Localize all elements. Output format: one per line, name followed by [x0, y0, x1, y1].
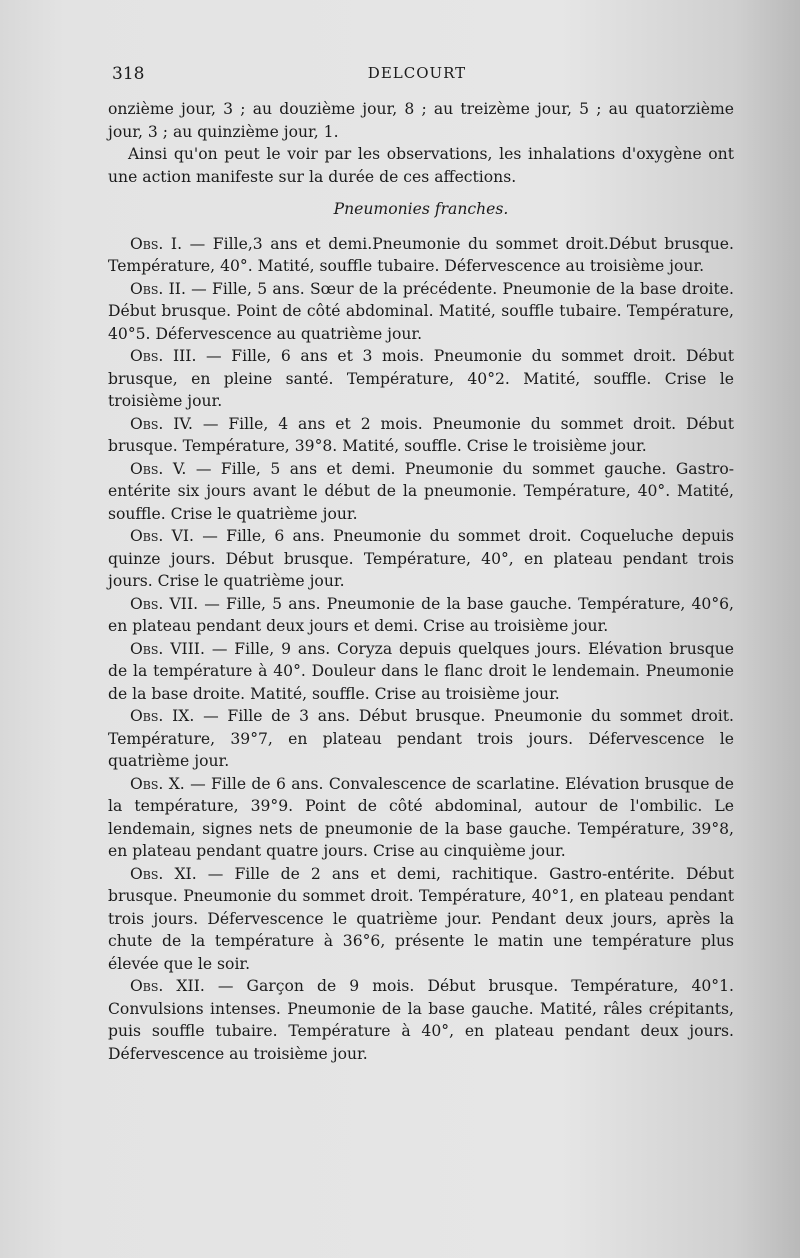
observation-label: Obs. V. [130, 459, 187, 478]
observation-text: — Fille, 9 ans. Coryza depuis quelques jours. Elévation brusque de la température à 40°. Douleur dans le flanc droit le lendemain. Pneumonie de la base droite. Matité, souffle. Crise au troisième jour. [108, 639, 735, 703]
observation-label: Obs. IV. [130, 414, 193, 433]
observation-label: Obs. VII. [130, 594, 199, 613]
observation-text: — Fille,3 ans et demi.Pneumonie du sommet droit.Début brusque. Température, 40°. Matité, souffle tubaire. Défervescence au troisième jour. [108, 234, 734, 275]
observation-text: — Fille, 5 ans. Sœur de la précédente. Pneumonie de la base droite. Début brusque. Point de côté abdominal. Matité, souffle tubaire. Température, 40°5. Défervescence au quatrième jour. [108, 279, 734, 343]
observation-text: — Fille, 5 ans. Pneumonie de la base gauche. Température, 40°6, en plateau pendant deux jours et demi. Crise au troisième jour. [108, 594, 734, 635]
observation-text: — Fille, 6 ans. Pneumonie du sommet droit. Coqueluche depuis quinze jours. Début brusque. Température, 40°, en plateau pendant trois jours. Crise le quatrième jour. [108, 527, 734, 590]
observation-6 [108, 525, 734, 593]
observation-8 [108, 638, 734, 706]
observation-label: Obs. III. [130, 347, 197, 365]
observation-text: — Fille de 6 ans. Convalescence de scarlatine. Elévation brusque de la température, 39°9. Point de côté abdominal, autour de l'ombilic. Le lendemain, signes nets de pneumonie de la base gauche. Température, 39°8, en plateau pendant quatre jours. Crise au cinquième jour. [108, 774, 734, 860]
observation-label: Obs. VI. [130, 527, 194, 545]
observation-text: — Fille de 2 ans et demi, rachitique. Gastro-entérite. Début brusque. Pneumonie du sommet droit. Température, 40°1, en plateau pendant trois jours. Défervescence le quatrième jour. Pendant deux jours, après la chute de la température à 36°6, présente le matin une température plus élevée que le soir. [108, 864, 734, 973]
observation-10 [108, 773, 734, 863]
section-title: Pneumonies franches. [333, 200, 509, 218]
observation-text: — Garçon de 9 mois. Début brusque. Température, 40°1. Convulsions intenses. Pneumonie de la base gauche. Matité, râles crépitants, puis souffle tubaire. Température à 40°, en plateau pendant deux jours. Défervescence au troisième jour. [108, 977, 734, 1063]
observation-9 [108, 705, 734, 773]
observation-label: Obs. XII. [130, 977, 205, 995]
observation-1 [108, 233, 734, 278]
observation-label: Obs. X. [130, 774, 185, 793]
observation-label: Obs. I. [130, 234, 183, 253]
observation-12 [108, 975, 734, 1065]
observation-label: Obs. II. [130, 279, 186, 298]
page-number: 318 [112, 64, 145, 84]
observation-3 [108, 345, 734, 413]
observation-2 [108, 278, 734, 346]
observation-text: — Fille de 3 ans. Début brusque. Pneumonie du sommet droit. Température, 39°7, en plateau pendant trois jours. Défervescence le quatrième jour. [108, 707, 734, 770]
observation-text: — Fille, 4 ans et 2 mois. Pneumonie du sommet droit. Début brusque. Température, 39°8. Matité, souffle. Crise le troisième jour. [108, 414, 734, 455]
observation-5 [108, 458, 734, 526]
intro-conclusion: Ainsi qu'on peut le voir par les observations, les inhalations d'oxygène ont une action manifeste sur la durée de ces affections. [108, 145, 734, 186]
observation-7 [108, 593, 734, 638]
observation-label: Obs. XI. [130, 864, 197, 883]
observation-11 [108, 863, 734, 976]
running-title: DELCOURT [367, 64, 467, 82]
observation-text: — Fille, 6 ans et 3 mois. Pneumonie du sommet droit. Début brusque, en pleine santé. Température, 40°2. Matité, souffle. Crise le troisième jour. [108, 347, 734, 410]
observation-text: — Fille, 5 ans et demi. Pneumonie du sommet gauche. Gastro-entérite six jours avant le début de la pneumonie. Température, 40°. Matité, souffle. Crise le quatrième jour. [108, 459, 734, 523]
observation-label: Obs. VIII. [130, 639, 205, 658]
observation-label: Obs. IX. [130, 707, 195, 725]
page-body [108, 98, 734, 1065]
intro-continuation: onzième jour, 3 ; au douzième jour, 8 ; au treizème jour, 5 ; au quatorzième jour, 3 ; au quinzième jour, 1. [108, 100, 734, 141]
observation-4 [108, 413, 734, 458]
page-header [112, 64, 722, 88]
